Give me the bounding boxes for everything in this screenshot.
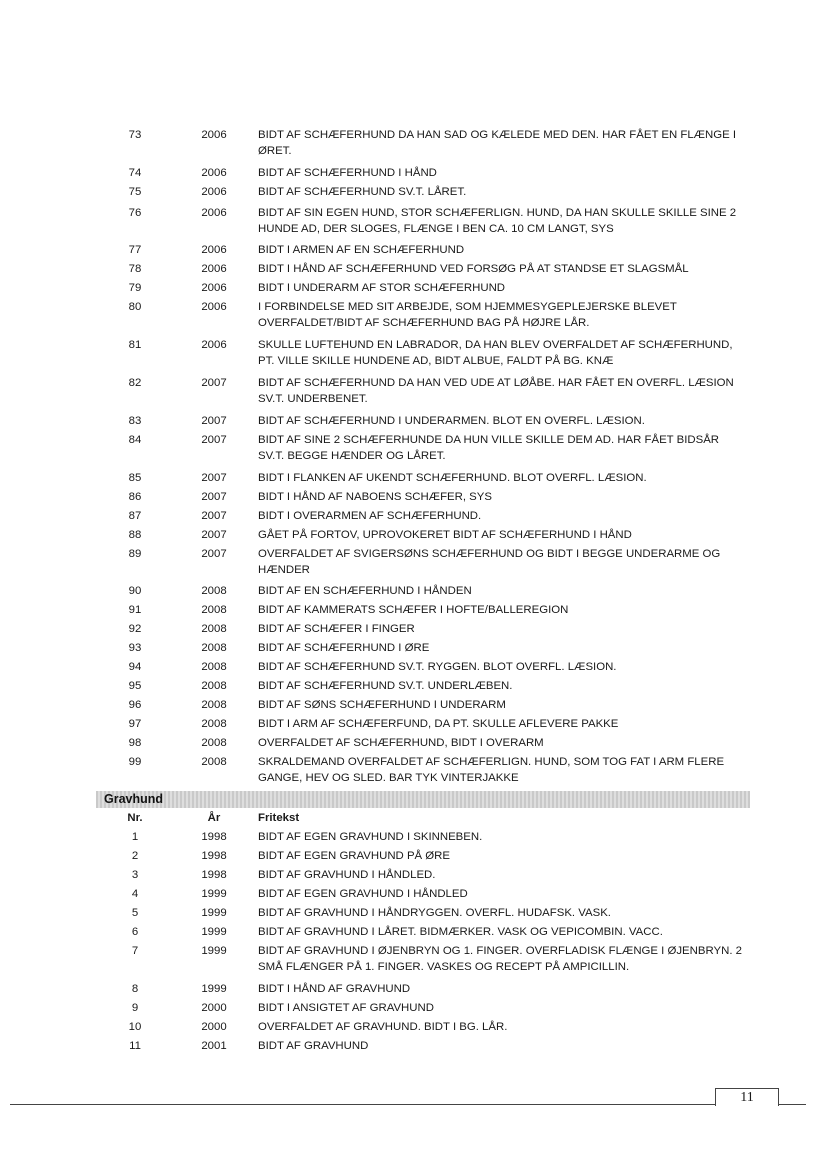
- row-nr: 81: [128, 339, 142, 351]
- row-text: BIDT I UNDERARM AF STOR SCHÆFERHUND: [258, 282, 506, 294]
- row-nr: 99: [128, 756, 142, 768]
- row-nr: 85: [128, 472, 142, 484]
- section-title: Gravhund: [104, 792, 164, 806]
- row-year: 2008: [201, 585, 227, 597]
- row-text: BIDT AF GRAVHUND I ØJENBRYN OG 1. FINGER. OVERFLADISK FLÆNGE I ØJENBRYN. 2 SMÅ FLÆNGER PÅ 1. FINGER. VASKES OG RECEPT PÅ AMPICILLIN.: [258, 945, 742, 973]
- row-text: BIDT AF EGEN GRAVHUND PÅ ØRE: [258, 850, 450, 862]
- row-text: BIDT AF SCHÆFERHUND SV.T. UNDERLÆBEN.: [258, 680, 513, 692]
- row-year: 2008: [201, 699, 227, 711]
- column-header-text: Fritekst: [258, 812, 300, 824]
- row-year: 2007: [201, 548, 227, 560]
- row-year: 2007: [201, 377, 227, 389]
- row-text: GÅET PÅ FORTOV, UPROVOKERET BIDT AF SCHÆFERHUND I HÅND: [258, 529, 632, 541]
- row-nr: 95: [128, 680, 142, 692]
- row-text: BIDT AF SCHÆFERHUND DA HAN SAD OG KÆLEDE MED DEN. HAR FÅET EN FLÆNGE I ØRET.: [258, 129, 737, 157]
- row-nr: 9: [131, 1002, 139, 1014]
- row-nr: 6: [131, 926, 139, 938]
- row-year: 2000: [201, 1021, 227, 1033]
- row-nr: 8: [131, 983, 139, 995]
- row-year: 2008: [201, 642, 227, 654]
- row-year: 2006: [201, 282, 227, 294]
- row-text: BIDT AF SCHÆFERHUND SV.T. RYGGEN. BLOT OVERFL. LÆSION.: [258, 661, 617, 673]
- row-year: 2007: [201, 491, 227, 503]
- row-nr: 90: [128, 585, 142, 597]
- row-nr: 3: [131, 869, 139, 881]
- row-year: 2006: [201, 244, 227, 256]
- row-nr: 79: [128, 282, 142, 294]
- row-text: BIDT AF SCHÆFERHUND I ØRE: [258, 642, 430, 654]
- row-nr: 84: [128, 434, 142, 446]
- row-nr: 76: [128, 207, 142, 219]
- row-nr: 97: [128, 718, 142, 730]
- row-year: 1999: [201, 907, 227, 919]
- row-text: SKULLE LUFTEHUND EN LABRADOR, DA HAN BLEV OVERFALDET AF SCHÆFERHUND, PT. VILLE SKILLE HUNDENE AD, BIDT ALBUE, FALDT PÅ BG. KNÆ: [258, 339, 733, 367]
- row-text: BIDT I HÅND AF GRAVHUND: [258, 983, 411, 995]
- row-year: 2006: [201, 263, 227, 275]
- row-nr: 86: [128, 491, 142, 503]
- row-nr: 73: [128, 129, 142, 141]
- row-year: 1999: [201, 926, 227, 938]
- row-nr: 94: [128, 661, 142, 673]
- row-text: BIDT I HÅND AF SCHÆFERHUND VED FORSØG PÅ AT STANDSE ET SLAGSMÅL: [258, 263, 689, 275]
- row-year: 2008: [201, 623, 227, 635]
- row-nr: 5: [131, 907, 139, 919]
- row-nr: 75: [128, 186, 142, 198]
- column-header-year: År: [207, 812, 221, 824]
- row-nr: 83: [128, 415, 142, 427]
- row-year: 2007: [201, 510, 227, 522]
- row-year: 1999: [201, 983, 227, 995]
- row-year: 2008: [201, 661, 227, 673]
- row-text: SKRALDEMAND OVERFALDET AF SCHÆFERLIGN. HUND, SOM TOG FAT I ARM FLERE GANGE, HEV OG SLED. BAR TYK VINTERJAKKE: [258, 756, 725, 784]
- row-text: BIDT AF SCHÆFERHUND SV.T. LÅRET.: [258, 186, 467, 198]
- row-year: 1999: [201, 945, 227, 957]
- row-nr: 10: [128, 1021, 142, 1033]
- row-nr: 82: [128, 377, 142, 389]
- row-year: 2006: [201, 207, 227, 219]
- row-nr: 1: [131, 831, 139, 843]
- row-text: BIDT AF GRAVHUND I LÅRET. BIDMÆRKER. VASK OG VEPICOMBIN. VACC.: [258, 926, 663, 938]
- row-text: BIDT AF SIN EGEN HUND, STOR SCHÆFERLIGN. HUND, DA HAN SKULLE SKILLE SINE 2 HUNDE AD, DER SLOGES, FLÆNGE I BEN CA. 10 CM LANGT, SYS: [258, 207, 737, 235]
- row-nr: 77: [128, 244, 142, 256]
- page-number: 11: [715, 1088, 779, 1106]
- row-text: OVERFALDET AF SVIGERSØNS SCHÆFERHUND OG BIDT I BEGGE UNDERARME OG HÆNDER: [258, 548, 721, 576]
- section-header-bar: [96, 791, 750, 808]
- row-nr: 93: [128, 642, 142, 654]
- row-nr: 11: [129, 1040, 141, 1052]
- row-year: 2007: [201, 472, 227, 484]
- row-text: BIDT AF KAMMERATS SCHÆFER I HOFTE/BALLEREGION: [258, 604, 569, 616]
- footer-rule: [10, 1104, 716, 1105]
- row-nr: 2: [131, 850, 139, 862]
- row-nr: 96: [128, 699, 142, 711]
- row-text: BIDT AF EN SCHÆFERHUND I HÅNDEN: [258, 585, 472, 597]
- row-year: 2006: [201, 129, 227, 141]
- row-nr: 80: [128, 301, 142, 313]
- row-year: 1998: [201, 869, 227, 881]
- row-text: BIDT AF SCHÆFERHUND DA HAN VED UDE AT LØÅBE. HAR FÅET EN OVERFL. LÆSION SV.T. UNDERBENET.: [258, 377, 734, 405]
- row-year: 1998: [201, 850, 227, 862]
- row-year: 2007: [201, 434, 227, 446]
- row-text: BIDT AF SCHÆFERHUND I UNDERARMEN. BLOT EN OVERFL. LÆSION.: [258, 415, 645, 427]
- row-year: 1998: [201, 831, 227, 843]
- row-text: BIDT AF GRAVHUND I HÅNDRYGGEN. OVERFL. HUDAFSK. VASK.: [258, 907, 611, 919]
- row-text: BIDT I ARMEN AF EN SCHÆFERHUND: [258, 244, 465, 256]
- row-nr: 98: [128, 737, 142, 749]
- row-text: BIDT I OVERARMEN AF SCHÆFERHUND.: [258, 510, 482, 522]
- row-text: BIDT AF SINE 2 SCHÆFERHUNDE DA HUN VILLE SKILLE DEM AD. HAR FÅET BIDSÅR SV.T. BEGGE HÆNDER OG LÅRET.: [258, 434, 720, 462]
- row-text: BIDT I FLANKEN AF UKENDT SCHÆFERHUND. BLOT OVERFL. LÆSION.: [258, 472, 647, 484]
- row-text: BIDT AF SCHÆFERHUND I HÅND: [258, 167, 437, 179]
- row-nr: 91: [128, 604, 142, 616]
- row-year: 2001: [201, 1040, 227, 1052]
- row-text: BIDT AF GRAVHUND I HÅNDLED.: [258, 869, 436, 881]
- row-nr: 92: [128, 623, 142, 635]
- row-nr: 7: [131, 945, 139, 957]
- row-year: 2006: [201, 167, 227, 179]
- column-header-nr: Nr.: [127, 812, 143, 824]
- row-nr: 88: [128, 529, 142, 541]
- row-nr: 74: [128, 167, 142, 179]
- row-text: BIDT AF SCHÆFER I FINGER: [258, 623, 415, 635]
- row-year: 2007: [201, 415, 227, 427]
- row-text: BIDT AF EGEN GRAVHUND I SKINNEBEN.: [258, 831, 483, 843]
- row-year: 2006: [201, 301, 227, 313]
- row-year: 2008: [201, 718, 227, 730]
- row-nr: 4: [131, 888, 139, 900]
- footer-rule-right: [778, 1104, 806, 1105]
- row-year: 2008: [201, 737, 227, 749]
- row-year: 2008: [201, 756, 227, 768]
- row-text: BIDT AF EGEN GRAVHUND I HÅNDLED: [258, 888, 468, 900]
- row-year: 1999: [201, 888, 227, 900]
- row-text: BIDT AF GRAVHUND: [258, 1040, 369, 1052]
- row-text: I FORBINDELSE MED SIT ARBEJDE, SOM HJEMMESYGEPLEJERSKE BLEVET OVERFALDET/BIDT AF SCHÆFERHUND BAG PÅ HØJRE LÅR.: [258, 301, 677, 329]
- row-text: OVERFALDET AF SCHÆFERHUND, BIDT I OVERARM: [258, 737, 544, 749]
- row-year: 2008: [201, 604, 227, 616]
- row-year: 2006: [201, 339, 227, 351]
- row-text: BIDT I ARM AF SCHÆFERFUND, DA PT. SKULLE AFLEVERE PAKKE: [258, 718, 619, 730]
- row-year: 2006: [201, 186, 227, 198]
- row-nr: 78: [128, 263, 142, 275]
- row-nr: 87: [128, 510, 142, 522]
- row-year: 2007: [201, 529, 227, 541]
- row-text: BIDT AF SØNS SCHÆFERHUND I UNDERARM: [258, 699, 506, 711]
- row-nr: 89: [128, 548, 142, 560]
- row-text: BIDT I HÅND AF NABOENS SCHÆFER, SYS: [258, 491, 492, 503]
- row-year: 2008: [201, 680, 227, 692]
- row-text: BIDT I ANSIGTET AF GRAVHUND: [258, 1002, 434, 1014]
- row-year: 2000: [201, 1002, 227, 1014]
- row-text: OVERFALDET AF GRAVHUND. BIDT I BG. LÅR.: [258, 1021, 508, 1033]
